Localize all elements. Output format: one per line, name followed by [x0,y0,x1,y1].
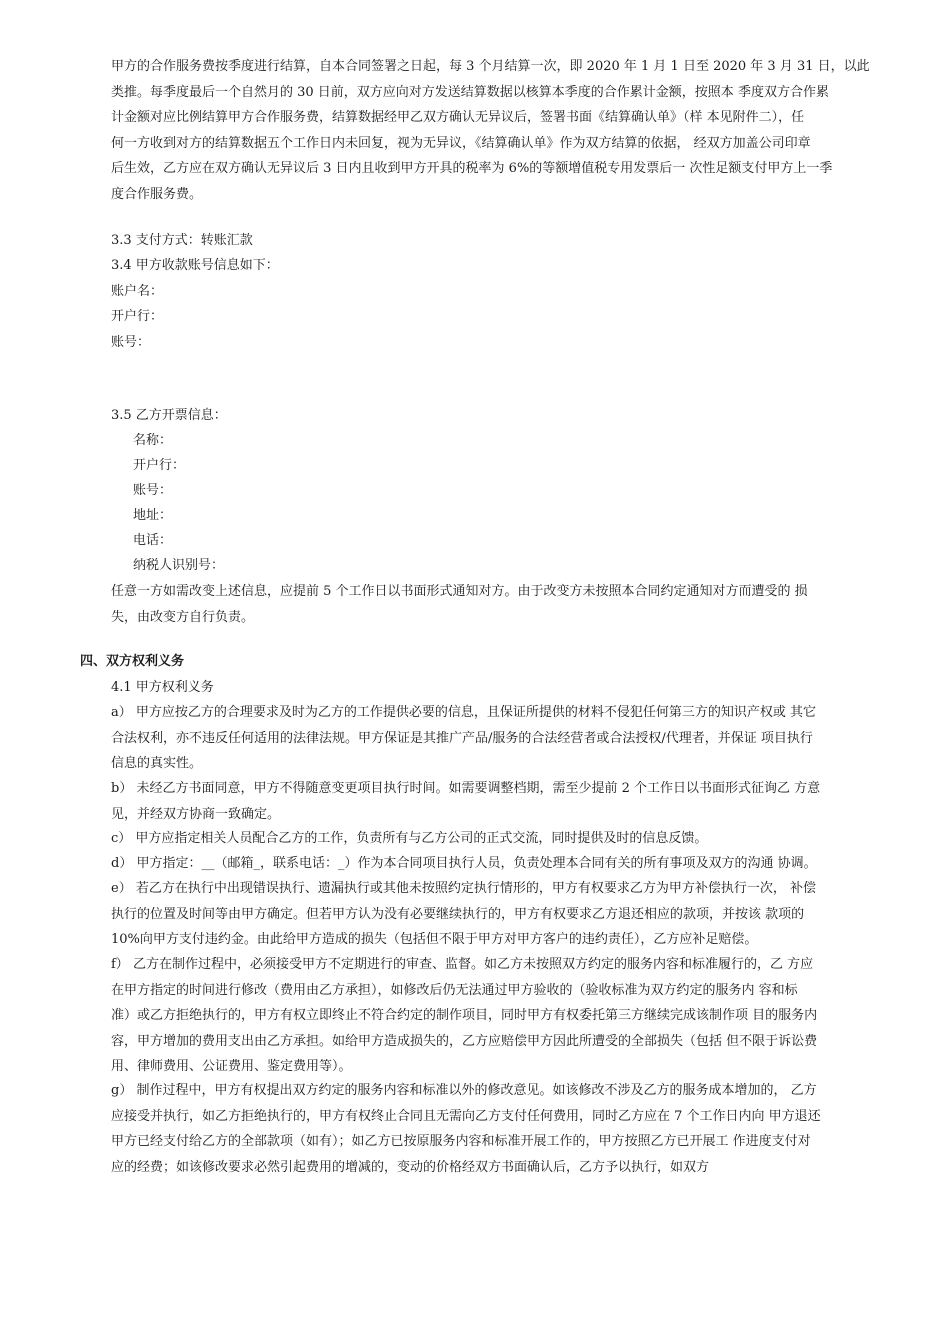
text-line: 见，并经双方协商一致确定。 [111,806,281,822]
payment-method: 3.3 支付方式：转账汇款 [111,233,253,248]
text-line: 用、律师费用、公证费用、鉴定费用等）。 [111,1059,352,1074]
text-line: 度合作服务费。 [111,186,203,202]
text-line: 信息的真实性。 [111,756,203,771]
text-line: a） 甲方应按乙方的合理要求及时为乙方的工作提供必要的信息，且保证所提供的材料不侵犯任何第三方的知识产权或 其它 [111,705,817,720]
clause-b [111,776,876,827]
text-line: c） 甲方应指定相关人员配合乙方的工作，负责所有与乙方公司的正式交流，同时提供及时的信息反馈。 [111,831,708,846]
text-line: 容，甲方增加的费用支出由乙方承担。如给甲方造成损失的，乙方应赔偿甲方因此所遭受的全部损失（包括 但不限于诉讼费 [111,1033,818,1049]
text-line: 何一方收到对方的结算数据五个工作日内未回复，视为无异议，《结算确认单》作为双方结算的依据， 经双方加盖公司印章 [111,135,811,151]
text-line: 后生效，乙方应在双方确认无异议后 3 日内且收到甲方开具的税率为 6%的等额增值税专用发票后一 次性足额支付甲方上一季 [111,161,833,176]
invoice-address-label: 地址： [133,508,173,523]
account-number-label: 账号： [111,335,151,350]
invoice-bank-label: 开户行： [133,458,186,473]
clause-e [111,876,876,953]
text-line: d） 甲方指定：__（邮箱_，联系电话：_）作为本合同项目执行人员，负责处理本合同有关的所有事项及双方的沟通 协调。 [111,856,817,871]
subsection-heading: 4.1 甲方权利义务 [111,680,214,695]
text-line: 准）或乙方拒绝执行的，甲方有权立即终止不符合约定的制作项目，同时甲方有权委托第三方继续完成该制作项 目的服务内 [111,1008,818,1023]
text-line: g） 制作过程中，甲方有权提出双方约定的服务内容和标准以外的修改意见。如该修改不涉及乙方的服务成本增加的， 乙方 [111,1083,817,1098]
text-line: 失，由改变方自行负责。 [111,609,255,625]
account-info-heading: 3.4 甲方收款账号信息如下： [111,258,279,273]
text-line: 在甲方指定的时间进行修改（费用由乙方承担），如修改后仍无法通过甲方验收的（验收标准为双方约定的服务内 容和标 [111,982,798,998]
text-line: 合法权利，亦不违反任何适用的法律法规。甲方保证是其推广产品/服务的合法经营者或合法授权/代理者，并保证 项目执行 [111,730,813,746]
invoice-name-label: 名称： [133,433,173,448]
text-line: 10%向甲方支付违约金。由此给甲方造成的损失（包括但不限于甲方对甲方客户的违约责任），乙方应补足赔偿。 [111,932,758,947]
text-line: 甲方的合作服务费按季度进行结算，自本合同签署之日起，每 3 个月结算一次，即 2020 年 1 月 1 日至 2020 年 3 月 31 日，以此 [111,59,870,74]
invoice-phone-label: 电话： [133,533,173,548]
change-notice-paragraph [111,579,876,630]
text-line: 应的经费；如该修改要求必然引起费用的增减的，变动的价格经双方书面确认后，乙方予以执行，如双方 [111,1159,710,1175]
settlement-paragraph [111,54,876,207]
section-heading: 四、双方权利义务 [80,654,185,669]
text-line: 任意一方如需改变上述信息，应提前 5 个工作日以书面形式通知对方。由于改变方未按照本合同约定通知对方而遭受的 损 [111,584,808,599]
account-name-label: 账户名： [111,284,164,299]
text-line: 甲方已经支付给乙方的全部款项（如有）；如乙方已按原服务内容和标准开展工作的，甲方按照乙方已开展工 作进度支付对 [111,1134,811,1149]
clause-a [111,700,876,777]
text-line: b） 未经乙方书面同意，甲方不得随意变更项目执行时间。如需要调整档期，需至少提前 2 个工作日以书面形式征询乙 方意 [111,781,821,796]
bank-label: 开户行： [111,309,164,324]
clause-f [111,952,876,1080]
text-line: 应接受并执行，如乙方拒绝执行的，甲方有权终止合同且无需向乙方支付任何费用，同时乙方应在 7 个工作日内向 甲方退还 [111,1108,821,1124]
clause-d [111,851,876,877]
text-line: 执行的位置及时间等由甲方确定。但若甲方认为没有必要继续执行的，甲方有权要求乙方退还相应的款项，并按该 款项的 [111,906,805,922]
text-line: 类推。每季度最后一个自然月的 30 日前，双方应向对方发送结算数据以核算本季度的合作累计金额，按照本 季度双方合作累 [111,84,829,100]
clause-c [111,826,876,852]
invoice-account-label: 账号： [133,483,173,498]
invoice-heading: 3.5 乙方开票信息： [111,408,227,423]
text-line: e） 若乙方在执行中出现错误执行、遗漏执行或其他未按照约定执行情形的，甲方有权要求乙方为甲方补偿执行一次， 补偿 [111,881,816,896]
text-line: f） 乙方在制作过程中，必须接受甲方不定期进行的审查、监督。如乙方未按照双方约定的服务内容和标准履行的，乙 方应 [111,957,814,972]
invoice-tax-id-label: 纳税人识别号： [133,558,225,573]
text-line: 计金额对应比例结算甲方合作服务费，结算数据经甲乙双方确认无异议后，签署书面《结算确认单》（样 本见附件二），任 [111,110,805,125]
clause-g [111,1078,876,1180]
